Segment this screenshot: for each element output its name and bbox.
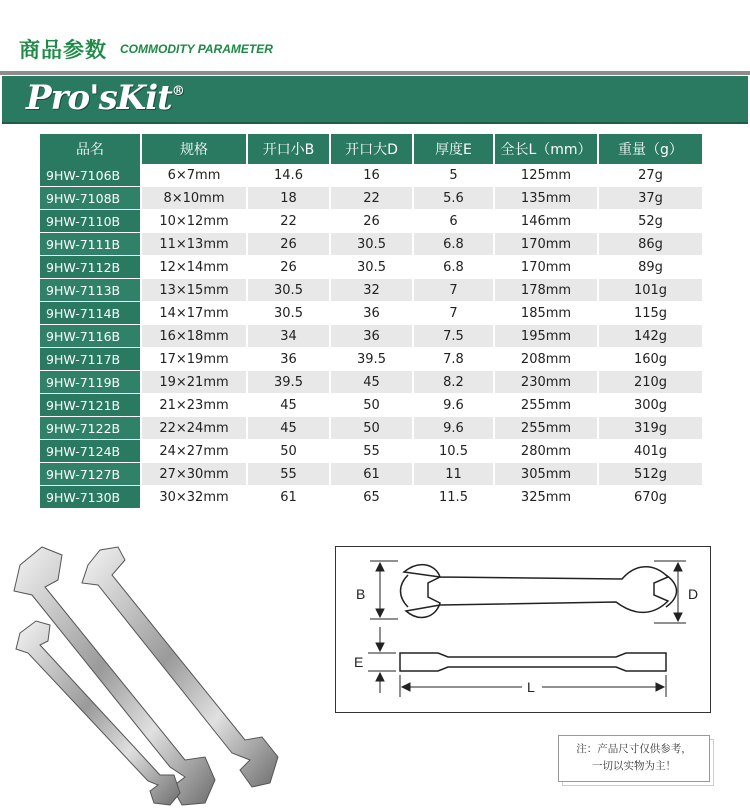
cell-small-opening: 26 bbox=[248, 233, 329, 256]
cell-length: 280mm bbox=[495, 440, 597, 463]
table-row bbox=[40, 164, 702, 187]
cell-length: 125mm bbox=[495, 164, 597, 187]
col-header-model: 品名 bbox=[40, 134, 140, 164]
cell-large-opening: 26 bbox=[331, 210, 412, 233]
table-row bbox=[40, 187, 702, 210]
cell-large-opening: 50 bbox=[331, 417, 412, 440]
cell-length: 325mm bbox=[495, 486, 597, 509]
cell-spec: 11×13mm bbox=[142, 233, 246, 256]
cell-spec: 8×10mm bbox=[142, 187, 246, 210]
cell-large-opening: 61 bbox=[331, 463, 412, 486]
cell-model: 9HW-7112B bbox=[40, 256, 140, 279]
cell-weight: 319g bbox=[599, 417, 702, 440]
cell-spec: 24×27mm bbox=[142, 440, 246, 463]
cell-model: 9HW-7124B bbox=[40, 440, 140, 463]
cell-length: 170mm bbox=[495, 256, 597, 279]
cell-weight: 210g bbox=[599, 371, 702, 394]
cell-length: 255mm bbox=[495, 417, 597, 440]
cell-weight: 89g bbox=[599, 256, 702, 279]
disclaimer-note bbox=[558, 735, 710, 782]
col-header-weight: 重量（g） bbox=[599, 134, 702, 164]
label-b: B bbox=[356, 586, 366, 602]
section-title-en: COMMODITY PARAMETER bbox=[120, 42, 273, 56]
table-row bbox=[40, 463, 702, 486]
brand-logo-text: Pro'sKit bbox=[26, 78, 172, 118]
cell-spec: 30×32mm bbox=[142, 486, 246, 509]
cell-weight: 142g bbox=[599, 325, 702, 348]
cell-model: 9HW-7122B bbox=[40, 417, 140, 440]
cell-weight: 27g bbox=[599, 164, 702, 187]
cell-thickness: 5.6 bbox=[414, 187, 493, 210]
cell-small-opening: 39.5 bbox=[248, 371, 329, 394]
cell-large-opening: 32 bbox=[331, 279, 412, 302]
section-header bbox=[0, 0, 750, 72]
cell-model: 9HW-7113B bbox=[40, 279, 140, 302]
table-row bbox=[40, 279, 702, 302]
cell-weight: 670g bbox=[599, 486, 702, 509]
brand-bar bbox=[2, 76, 748, 124]
cell-small-opening: 55 bbox=[248, 463, 329, 486]
cell-spec: 27×30mm bbox=[142, 463, 246, 486]
dimension-b bbox=[370, 561, 398, 619]
table-row bbox=[40, 302, 702, 325]
note-line-1: 注：产品尺寸仅供参考， bbox=[576, 743, 692, 755]
wrench-photo bbox=[0, 525, 310, 808]
cell-model: 9HW-7117B bbox=[40, 348, 140, 371]
wrench-large bbox=[82, 547, 278, 787]
cell-spec: 13×15mm bbox=[142, 279, 246, 302]
cell-small-opening: 61 bbox=[248, 486, 329, 509]
table-row bbox=[40, 394, 702, 417]
cell-spec: 12×14mm bbox=[142, 256, 246, 279]
label-d: D bbox=[688, 586, 699, 602]
cell-length: 208mm bbox=[495, 348, 597, 371]
cell-large-opening: 39.5 bbox=[331, 348, 412, 371]
cell-weight: 115g bbox=[599, 302, 702, 325]
cell-length: 135mm bbox=[495, 187, 597, 210]
cell-weight: 101g bbox=[599, 279, 702, 302]
cell-small-opening: 26 bbox=[248, 256, 329, 279]
cell-model: 9HW-7116B bbox=[40, 325, 140, 348]
spec-table-header bbox=[40, 134, 702, 164]
dimension-diagram bbox=[335, 546, 711, 713]
cell-spec: 16×18mm bbox=[142, 325, 246, 348]
cell-large-opening: 45 bbox=[331, 371, 412, 394]
cell-length: 146mm bbox=[495, 210, 597, 233]
label-l: L bbox=[527, 679, 535, 695]
cell-small-opening: 50 bbox=[248, 440, 329, 463]
spec-table bbox=[38, 134, 704, 509]
cell-small-opening: 22 bbox=[248, 210, 329, 233]
table-row bbox=[40, 348, 702, 371]
dimension-diagram-svg bbox=[336, 547, 710, 712]
header-divider bbox=[0, 71, 750, 75]
table-row bbox=[40, 210, 702, 233]
cell-model: 9HW-7114B bbox=[40, 302, 140, 325]
table-row bbox=[40, 256, 702, 279]
cell-spec: 14×17mm bbox=[142, 302, 246, 325]
cell-spec: 21×23mm bbox=[142, 394, 246, 417]
cell-small-opening: 45 bbox=[248, 394, 329, 417]
cell-model: 9HW-7108B bbox=[40, 187, 140, 210]
cell-thickness: 9.6 bbox=[414, 394, 493, 417]
cell-thickness: 9.6 bbox=[414, 417, 493, 440]
cell-weight: 401g bbox=[599, 440, 702, 463]
cell-small-opening: 45 bbox=[248, 417, 329, 440]
cell-large-opening: 16 bbox=[331, 164, 412, 187]
note-line-2: 一切以实物为主！ bbox=[592, 760, 676, 772]
cell-thickness: 6.8 bbox=[414, 233, 493, 256]
col-header-spec: 规格 bbox=[142, 134, 246, 164]
cell-model: 9HW-7119B bbox=[40, 371, 140, 394]
brand-logo bbox=[26, 78, 184, 118]
col-header-small-opening: 开口小B bbox=[248, 134, 329, 164]
cell-weight: 512g bbox=[599, 463, 702, 486]
cell-large-opening: 36 bbox=[331, 302, 412, 325]
cell-length: 230mm bbox=[495, 371, 597, 394]
cell-small-opening: 14.6 bbox=[248, 164, 329, 187]
cell-length: 305mm bbox=[495, 463, 597, 486]
table-row bbox=[40, 325, 702, 348]
cell-thickness: 10.5 bbox=[414, 440, 493, 463]
cell-thickness: 7.8 bbox=[414, 348, 493, 371]
cell-thickness: 11.5 bbox=[414, 486, 493, 509]
cell-spec: 10×12mm bbox=[142, 210, 246, 233]
dimension-e bbox=[368, 627, 396, 693]
cell-weight: 86g bbox=[599, 233, 702, 256]
label-e: E bbox=[354, 654, 364, 670]
cell-thickness: 11 bbox=[414, 463, 493, 486]
cell-large-opening: 30.5 bbox=[331, 233, 412, 256]
cell-small-opening: 34 bbox=[248, 325, 329, 348]
table-row bbox=[40, 371, 702, 394]
cell-spec: 22×24mm bbox=[142, 417, 246, 440]
col-header-thickness: 厚度E bbox=[414, 134, 493, 164]
cell-spec: 17×19mm bbox=[142, 348, 246, 371]
cell-thickness: 8.2 bbox=[414, 371, 493, 394]
cell-small-opening: 36 bbox=[248, 348, 329, 371]
wrench-top-view bbox=[401, 565, 677, 618]
cell-length: 170mm bbox=[495, 233, 597, 256]
registered-mark: ® bbox=[171, 84, 184, 99]
cell-thickness: 6.8 bbox=[414, 256, 493, 279]
cell-spec: 6×7mm bbox=[142, 164, 246, 187]
cell-thickness: 5 bbox=[414, 164, 493, 187]
cell-thickness: 6 bbox=[414, 210, 493, 233]
cell-large-opening: 55 bbox=[331, 440, 412, 463]
cell-thickness: 7 bbox=[414, 302, 493, 325]
cell-spec: 19×21mm bbox=[142, 371, 246, 394]
section-title-cn: 商品参数 bbox=[19, 38, 107, 62]
cell-model: 9HW-7121B bbox=[40, 394, 140, 417]
table-row bbox=[40, 440, 702, 463]
cell-model: 9HW-7110B bbox=[40, 210, 140, 233]
cell-weight: 37g bbox=[599, 187, 702, 210]
cell-length: 178mm bbox=[495, 279, 597, 302]
cell-model: 9HW-7130B bbox=[40, 486, 140, 509]
cell-weight: 52g bbox=[599, 210, 702, 233]
wrench-side-view bbox=[400, 653, 666, 671]
cell-large-opening: 30.5 bbox=[331, 256, 412, 279]
cell-thickness: 7.5 bbox=[414, 325, 493, 348]
cell-length: 185mm bbox=[495, 302, 597, 325]
table-row bbox=[40, 417, 702, 440]
cell-large-opening: 22 bbox=[331, 187, 412, 210]
col-header-large-opening: 开口大D bbox=[331, 134, 412, 164]
cell-weight: 300g bbox=[599, 394, 702, 417]
cell-small-opening: 30.5 bbox=[248, 279, 329, 302]
table-row bbox=[40, 486, 702, 509]
cell-thickness: 7 bbox=[414, 279, 493, 302]
table-row bbox=[40, 233, 702, 256]
cell-small-opening: 18 bbox=[248, 187, 329, 210]
cell-large-opening: 50 bbox=[331, 394, 412, 417]
cell-small-opening: 30.5 bbox=[248, 302, 329, 325]
cell-large-opening: 36 bbox=[331, 325, 412, 348]
cell-large-opening: 65 bbox=[331, 486, 412, 509]
col-header-length: 全长L（mm） bbox=[495, 134, 597, 164]
cell-model: 9HW-7111B bbox=[40, 233, 140, 256]
cell-model: 9HW-7106B bbox=[40, 164, 140, 187]
cell-length: 255mm bbox=[495, 394, 597, 417]
cell-length: 195mm bbox=[495, 325, 597, 348]
cell-model: 9HW-7127B bbox=[40, 463, 140, 486]
cell-weight: 160g bbox=[599, 348, 702, 371]
